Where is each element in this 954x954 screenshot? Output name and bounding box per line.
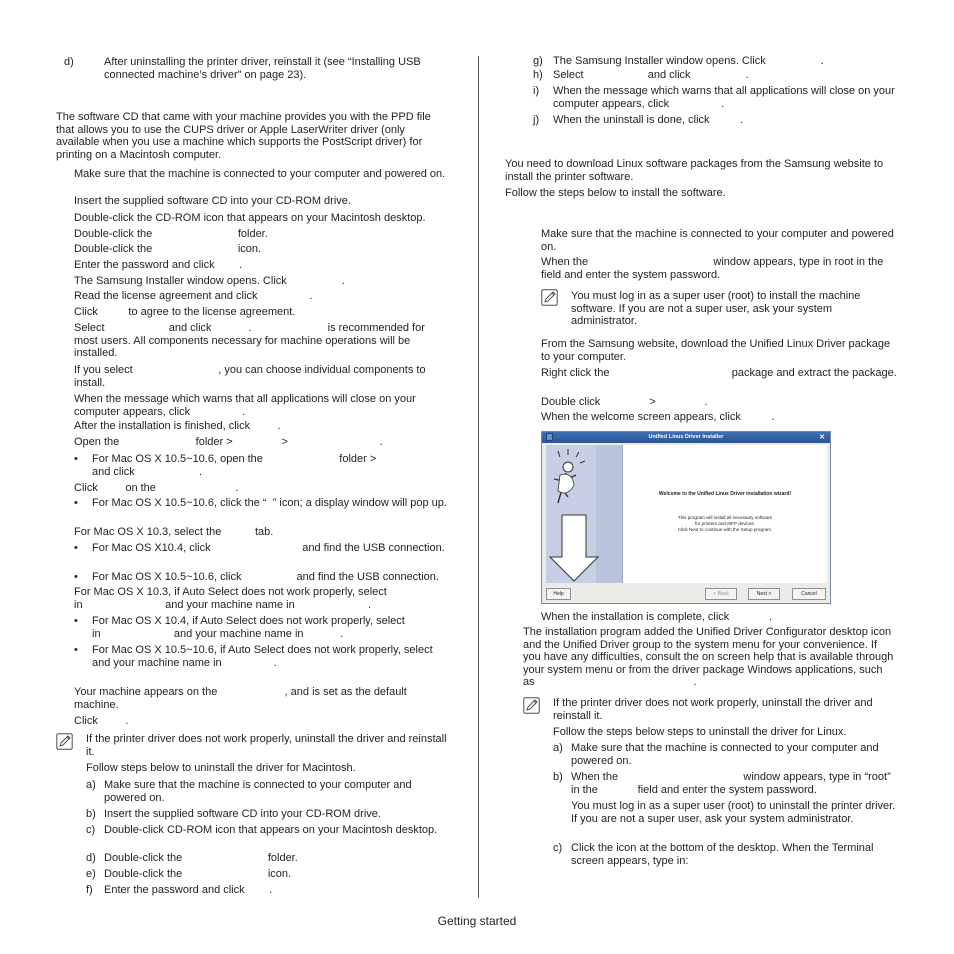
mac-uninstall-step-g: g) The Samsung Installer window opens. Click . [533, 55, 824, 67]
mac-uninstall-follow: Follow steps below to uninstall the driver for Macintosh. [86, 762, 356, 774]
window-menu-icon [546, 433, 553, 441]
linux-step-3: From the Samsung website, download the Unified Linux Driver package to your computer. [541, 338, 891, 363]
installer-content [623, 445, 827, 583]
next-button[interactable]: Next > [748, 588, 780, 600]
mac-uninstall-step-e: e) Double-click the icon. [86, 868, 292, 880]
note-pencil-icon [541, 289, 558, 306]
mac-step-16: For Mac OS X 10.3, select the tab. [74, 526, 274, 538]
mac-bullet-5: • For Mac OS X 10.4, if Auto Select does not work properly, select in and your machine name in . [74, 615, 460, 640]
mac-step-1: Make sure that the machine is connected to your computer and powered on. [74, 168, 446, 180]
linux-step-1: Make sure that the machine is connected to your computer and powered on. [541, 228, 894, 253]
mac-step-5: Double-click the icon. [74, 243, 262, 255]
installer-title-bar: Unified Linux Driver Installer ✕ [542, 432, 830, 443]
linux-uninstall-step-a: a) Make sure that the machine is connected to your computer and powered on. [553, 742, 879, 767]
mac-step-17: For Mac OS X 10.3, if Auto Select does not work properly, select in and your machine name in . [74, 586, 445, 611]
installer-description: This program will install all necessary software for printers and MFP devices. Click Next to continue with the Setup program. [677, 515, 773, 532]
mac-uninstall-step-a: a) Make sure that the machine is connected to your computer and powered on. [86, 779, 412, 804]
mac-step-7: The Samsung Installer window opens. Click . [74, 275, 345, 287]
linux-step-6: When the welcome screen appears, click . [541, 411, 775, 423]
mac-bullet-1: • For Mac OS X 10.5~10.6, open the folder > and click . [74, 453, 432, 478]
mac-step-18: Your machine appears on the , and is set as the default machine. [74, 686, 410, 711]
linux-uninstall-follow: Follow the steps below steps to uninstall the driver for Linux. [553, 726, 847, 738]
linux-step-5: Double click > . [541, 396, 708, 408]
linux-step-2: When the window appears, type in root in the field and enter the system password. [541, 256, 914, 281]
mac-step-10: Select and click . is recommended for most users. All components necessary for machine operations will be installed. [74, 322, 428, 360]
mac-uninstall-step-j: j) When the uninstall is done, click . [533, 114, 744, 126]
mac-step-2: Insert the supplied software CD into your CD-ROM drive. [74, 195, 351, 207]
macintosh-intro: The software CD that came with your machine provides you with the PPD file that allows you to use the CUPS driver or Apple LaserWriter driver (only available when you use a machine which supports the PostScript driver) for printing on a Macintosh computer. [56, 111, 431, 161]
mac-step-4: Double-click the folder. [74, 228, 268, 240]
note-pencil-icon [523, 697, 540, 714]
linux-follow: Follow the steps below to install the software. [505, 187, 726, 199]
mac-uninstall-step-b: b) Insert the supplied software CD into your CD-ROM drive. [86, 808, 381, 820]
mac-bullet-4: • For Mac OS X 10.5~10.6, click and find the USB connection. [74, 571, 439, 583]
mac-uninstall-step-d: d) Double-click the folder. [86, 852, 298, 864]
mac-step-11: If you select , you can choose individual components to install. [74, 364, 429, 389]
uninstall-step-d: d) After uninstalling the printer driver, reinstall it (see “Installing USB connected machine’s driver” on page 23). [64, 56, 421, 81]
linux-uninstall-step-b: b) When the window appears, type in “root” in the field and enter the system password. [553, 771, 894, 796]
installer-side-graphic [546, 445, 623, 583]
column-divider [478, 56, 479, 898]
linux-uninstall-step-c: c) Click the icon at the bottom of the desktop. When the Terminal screen appears, type in: [553, 842, 874, 867]
back-button[interactable]: < Back [705, 588, 737, 600]
mac-uninstall-step-c: c) Double-click CD-ROM icon that appears on your Macintosh desktop. [86, 824, 438, 836]
linux-step-7: When the installation is complete, click . [541, 611, 773, 623]
close-icon[interactable]: ✕ [819, 434, 825, 441]
cancel-button[interactable]: Cancel [792, 588, 826, 600]
mac-step-12: When the message which warns that all applications will close on your computer appears, click . [74, 393, 419, 418]
mac-step-6: Enter the password and click . [74, 259, 243, 271]
mac-uninstall-note: If the printer driver does not work properly, uninstall the driver and reinstall it. [86, 733, 447, 758]
linux-summary-paragraph: The installation program added the Unified Driver Configurator desktop icon and the Unified Driver group to the system menu for your convenience. If you have any difficulties, consult the on screen help that is available through your system menu or from the driver package Windows applications, such as . [523, 626, 897, 689]
mac-bullet-6: • For Mac OS X 10.5~10.6, if Auto Select does not work properly, select and your machine name in . [74, 644, 562, 669]
page-footer: Getting started [437, 914, 517, 928]
linux-root-note: You must log in as a super user (root) to install the machine software. If you are not a super user, ask your system administrator. [571, 290, 861, 328]
mac-step-15: Click on the . [74, 482, 239, 494]
installer-heading: Welcome to the Unified Linux Driver installation wizard! [658, 491, 792, 497]
help-button[interactable]: Help [546, 588, 571, 600]
mac-bullet-2: • For Mac OS X 10.5~10.6, click the “ ” icon; a display window will pop up. [74, 497, 447, 509]
mac-step-9: Click to agree to the license agreement. [74, 306, 296, 318]
mac-bullet-3: • For Mac OS X10.4, click and find the USB connection. [74, 542, 445, 554]
linux-installer-window [541, 431, 831, 604]
mac-step-3: Double-click the CD-ROM icon that appears on your Macintosh desktop. [74, 212, 426, 224]
note-pencil-icon [56, 733, 73, 750]
mac-step-13: After the installation is finished, click . [74, 420, 281, 432]
mac-step-14: Open the folder > > . [74, 436, 383, 448]
mac-uninstall-step-f: f) Enter the password and click . [86, 884, 273, 896]
mac-uninstall-step-h: h) Select and click . [533, 69, 749, 81]
linux-uninstall-note: If the printer driver does not work properly, uninstall the driver and reinstall it. [553, 697, 873, 722]
mac-uninstall-step-i: i) When the message which warns that all applications will close on your computer appears, click . [533, 85, 898, 110]
linux-step-4: Right click the package and extract the package. [541, 367, 897, 379]
mac-step-19: Click . [74, 715, 129, 727]
mac-step-8: Read the license agreement and click . [74, 290, 313, 302]
linux-intro: You need to download Linux software packages from the Samsung website to install the printer software. [505, 158, 884, 183]
linux-uninstall-root-note: You must log in as a super user (root) to uninstall the printer driver. If you are not a super user, ask your system administrator. [571, 800, 896, 825]
installer-figure-icon [546, 445, 622, 583]
